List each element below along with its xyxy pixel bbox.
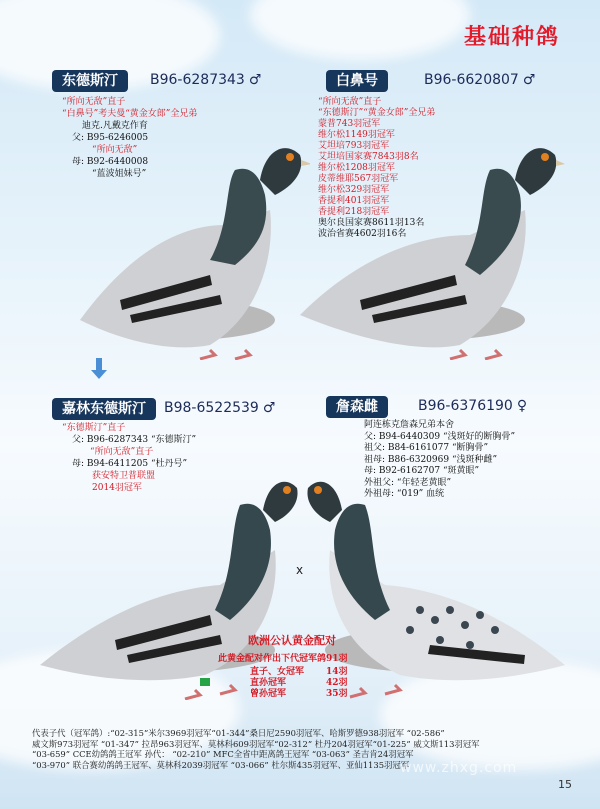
- pedigree-line: 蒙普743羽冠军: [318, 119, 381, 129]
- watermark: www.zhxg.com: [400, 760, 518, 776]
- pedigree-line: 父: B95-6246005: [72, 133, 149, 143]
- pair-row-value: 42羽: [326, 678, 348, 688]
- pedigree-line: 波治省赛4602羽16名: [318, 229, 407, 239]
- pedigree-line: 维尔松329羽冠军: [318, 185, 390, 195]
- pair-row-value: 14羽: [326, 667, 348, 677]
- pedigree-line: 皮蒂维耶567羽冠军: [318, 174, 399, 184]
- pedigree-line: “东德斯汀”直子: [62, 423, 126, 433]
- male-sex-icon: ♂: [248, 72, 262, 88]
- pair-row-value: 35羽: [326, 689, 348, 699]
- pair-row-label: 直孙冠军: [250, 678, 287, 688]
- pair-cross-mark: x: [296, 563, 304, 577]
- pedigree-line: “所向无敌”直子: [318, 97, 382, 107]
- pedigree-line: “东德斯汀”“黄金女郎”全兄弟: [318, 108, 436, 118]
- footer-line: “03-970” 联合赛幼鸽鸽王冠军、莫林科2039羽冠军 “03-066” 杜尔斯435羽冠军、亚仙1135羽冠军: [32, 759, 410, 770]
- footer-line: “03-659” CCE幼鸽鸽王冠军 孙代： “02-210” MFC全省中距离鸽王冠军 “03-063” 圣吉肯24羽冠军: [32, 749, 414, 759]
- pigeon-photo: [300, 115, 565, 360]
- pedigree-line: 获安特卫普联盟: [92, 471, 156, 481]
- pigeon-photo: [60, 115, 310, 360]
- bird-name-badge: 东德斯汀: [52, 70, 128, 92]
- ring-number: B96-6376190 ♀: [418, 398, 528, 414]
- pedigree-line: “蓝波姐妹号”: [92, 169, 147, 179]
- pedigree-line: “所向无敌”: [92, 145, 138, 155]
- pedigree-line: 外祖父: “年轻老黄眼”: [364, 477, 452, 488]
- pair-subtitle: 此黄金配对作出下代冠军鸽91羽: [218, 654, 348, 664]
- pedigree-line: 香提利401羽冠军: [318, 196, 390, 206]
- pedigree-line: 母: B92-6162707 “斑黄眼”: [364, 466, 480, 476]
- pedigree-line: 外祖母: “019” 血统: [364, 489, 445, 499]
- pair-heading: 欧洲公认黄金配对: [248, 634, 336, 647]
- pedigree-line: 维尔松1149羽冠军: [318, 130, 395, 140]
- pedigree-line: 香提利218羽冠军: [318, 207, 390, 217]
- pedigree-line: 迪克.凡戴克作育: [82, 121, 148, 131]
- ring-number: B96-6287343 ♂: [150, 72, 262, 88]
- bird-name-badge: 詹森雌: [326, 396, 388, 418]
- bird-name-badge: 白鼻号: [326, 70, 388, 92]
- pedigree-line: “所向无敌”直子: [62, 97, 126, 107]
- pedigree-line: 母: B94-6411205 “杜丹号”: [72, 459, 188, 469]
- pair-row-label: 曾孙冠军: [250, 689, 287, 699]
- cloud-decoration: [250, 0, 470, 60]
- footer-line: 代表子代（冠军鸽）:“02-315”米尔3969羽冠军“01-344”桑日尼2590羽冠军、哈斯罗德938羽冠军 “02-586”: [32, 728, 445, 738]
- female-sex-icon: ♀: [516, 398, 528, 414]
- ring-number: B98-6522539 ♂: [164, 400, 276, 416]
- pedigree-line: 奥尔良国家赛8611羽13名: [318, 218, 425, 228]
- pair-row-label: 直子、女冠军: [250, 667, 305, 677]
- male-sex-icon: ♂: [262, 400, 276, 416]
- pedigree-line: 阿连栋克詹森兄弟本舍: [364, 420, 455, 430]
- page-title: 基础种鸽: [463, 25, 560, 50]
- pedigree-line: 祖母: B86-6320969 “浅斑种雌”: [364, 454, 498, 465]
- pedigree-line: 母: B92-6440008: [72, 157, 149, 167]
- pedigree-line: 艾坦培国家赛7843羽8名: [318, 152, 419, 162]
- pedigree-line: “所向无敌”直子: [90, 447, 154, 457]
- arrow-down-icon: [96, 358, 102, 372]
- pedigree-line: 维尔松1208羽冠军: [318, 163, 395, 173]
- male-sex-icon: ♂: [522, 72, 536, 88]
- pedigree-line: “白鼻号”考夫曼“黄金女郎”全兄弟: [62, 109, 198, 119]
- bird-name-badge: 嘉林东德斯汀: [52, 398, 156, 420]
- pedigree-line: 父: B96-6287343 “东德斯汀”: [72, 435, 197, 445]
- footer-line: 威文斯973羽冠军 “01-347” 拉昂963羽冠军、莫林科609羽冠军“02-312” 杜丹204羽冠军“01-225” 威文斯113羽冠军: [32, 738, 480, 749]
- pedigree-line: 艾坦培793羽冠军: [318, 141, 390, 151]
- page-number: 15: [558, 778, 572, 791]
- ring-number: B96-6620807 ♂: [424, 72, 536, 88]
- pedigree-line: 祖父: B84-6161077 “断胸骨”: [364, 443, 489, 453]
- pedigree-line: 2014羽冠军: [92, 483, 142, 493]
- pedigree-line: 父: B94-6440309 “浅斑好的断胸骨”: [364, 431, 516, 442]
